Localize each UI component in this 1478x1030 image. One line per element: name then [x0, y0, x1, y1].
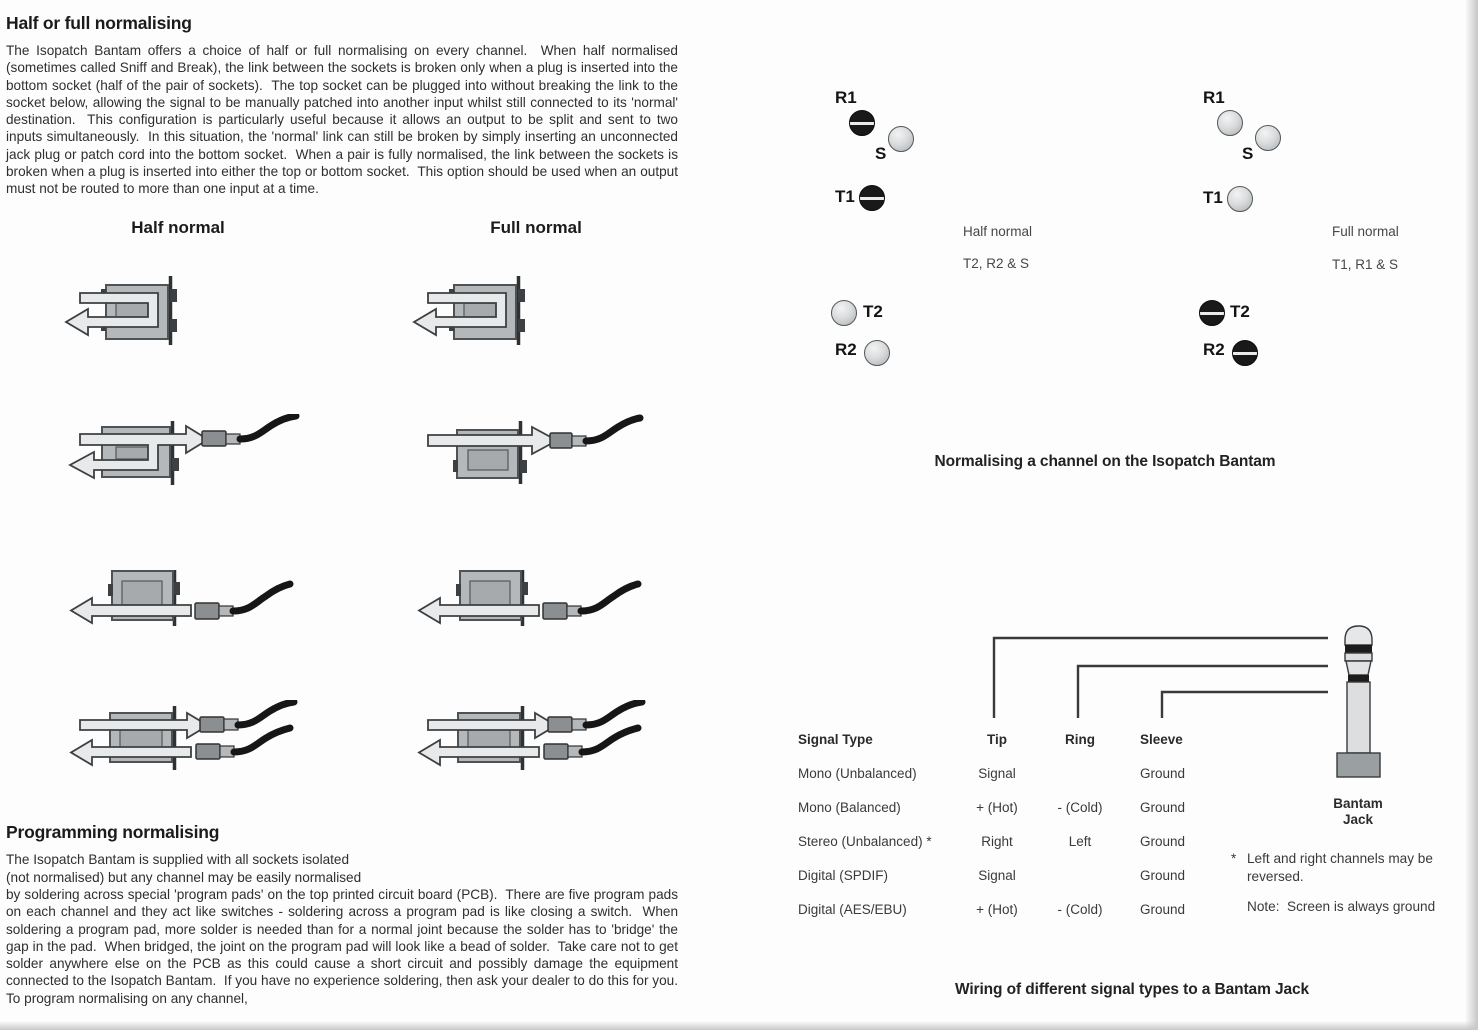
cell-tip: + (Hot) — [976, 901, 1018, 917]
cell-signal-type: Stereo (Unbalanced) * — [798, 833, 932, 849]
bantam-jack-label-line2: Jack — [1342, 812, 1374, 827]
cell-ring: Left — [1068, 833, 1092, 849]
sleeve-leader-line — [1162, 692, 1328, 718]
cell-signal-type: Mono (Unbalanced) — [798, 765, 917, 781]
cell-tip: Signal — [978, 867, 1016, 883]
pad-label-t1-full: T1 — [1203, 188, 1223, 207]
diagram-half-normal-top-plug — [56, 414, 316, 494]
half-normal-column-heading: Half normal — [131, 218, 225, 237]
scan-edge-bottom — [0, 1021, 1478, 1030]
signal-wiring-table — [798, 722, 1248, 926]
solder-pad-s-half — [888, 126, 914, 152]
solder-pad-r2-full-soldered — [1232, 340, 1258, 366]
programming-line-2: (not normalised) but any channel may be easily normalised — [6, 870, 362, 885]
cell-ring — [1032, 756, 1128, 790]
leader-lines — [994, 638, 1328, 718]
cell-signal-type: Digital (AES/EBU) — [798, 901, 907, 917]
table-row — [798, 892, 1248, 926]
body-paragraph-normalising: The Isopatch Bantam offers a choice of half or full normalising on every channel. When half normalised (sometimes called Sniff and Break), the link between the sockets is broken only when a plug is inserted into the bottom socket (half of the pair of sockets). The top socket can be plugged into without breaking the link to the socket below, allowing the signal to be manually patched into another input whilst still connected to its 'normal' destination. This configuration is particularly useful because it allows an output to be split and sent to two inputs simultaneously. In this situation, the 'normal' link can still be broken by simply inserting an unconnected jack plug or patch cord into the bottom socket. When a pair is fully normalised, the link between the sockets is broken when a plug is inserted into either the top or bottom socket. This option should be used when an output must not be routed to more than one input at a time. — [6, 43, 682, 196]
pad-label-r2-full: R2 — [1203, 340, 1225, 359]
col-header-tip: Tip — [987, 731, 1007, 747]
solder-pad-t1-half-soldered — [859, 185, 885, 211]
pad-label-r2-half: R2 — [835, 340, 857, 359]
jack-body-base — [1337, 753, 1380, 777]
solder-pad-t2-half — [831, 300, 857, 326]
pads-figure-caption: Normalising a channel on the Isopatch Bantam — [934, 453, 1276, 470]
scan-edge-right — [1465, 0, 1478, 1030]
solder-pad-t2-full-soldered — [1199, 300, 1225, 326]
bantam-jack-label — [1308, 796, 1408, 828]
pad-label-s-full: S — [1242, 144, 1254, 163]
cell-tip: + (Hot) — [976, 799, 1018, 815]
cell-sleeve: Ground — [1140, 867, 1186, 883]
full-normal-caption: Full normal — [1332, 224, 1399, 239]
cell-ring: - (Cold) — [1057, 901, 1103, 917]
jack-ring — [1345, 653, 1372, 661]
solder-pad-r2-half — [864, 340, 890, 366]
cell-ring: - (Cold) — [1057, 799, 1103, 815]
solder-pad-t1-full — [1227, 186, 1253, 212]
cell-ring — [1032, 858, 1128, 892]
diagram-half-normal-bottom-plug — [56, 556, 316, 636]
solder-pad-r1-half-soldered — [849, 110, 875, 136]
diagram-full-normal-idle — [404, 272, 534, 350]
cell-signal-type: Digital (SPDIF) — [798, 867, 889, 883]
diagram-full-normal-both-plugs — [404, 700, 664, 790]
body-paragraph-programming: by soldering across special 'program pads' on the top printed circuit board (PCB). There are five program pads on each channel and they act like switches - soldering across a program pad is like closing a switch. When soldering a program pad, more solder is needed than for a normal joint because the solder has to 'bridge' the gap in the pad. When bridged, the joint on the program pad will look like a bead of solder. Take care not to get solder anywhere else on the PCB as this could cause a short circuit and possibly damage the equipment connected to the Isopatch Bantam. If you have no experience soldering, then ask your dealer to do this for you. To program normalising on any channel, — [6, 887, 686, 1006]
pad-label-t2-full: T2 — [1230, 302, 1250, 321]
screen-ground-note: Note: Screen is always ground — [1247, 899, 1436, 914]
solder-pad-s-full — [1255, 125, 1281, 151]
jack-tip — [1345, 626, 1372, 645]
pad-label-t1-half: T1 — [835, 187, 855, 206]
diagram-full-normal-top-plug — [404, 414, 664, 494]
jack-collar — [1346, 661, 1371, 675]
half-normal-solder-list: T2, R2 & S — [963, 256, 1030, 271]
col-header-signal-type: Signal Type — [798, 731, 873, 747]
bantam-jack-icon — [1337, 626, 1380, 777]
cell-sleeve: Ground — [1140, 799, 1186, 815]
table-header-row — [798, 722, 1248, 756]
diagram-half-normal-idle — [56, 272, 186, 350]
col-header-ring: Ring — [1065, 731, 1095, 747]
full-normal-column-heading: Full normal — [490, 218, 582, 237]
jack-sleeve-shaft — [1347, 682, 1370, 753]
cell-sleeve: Ground — [1140, 833, 1186, 849]
table-row — [798, 756, 1248, 790]
table-row — [798, 858, 1248, 892]
half-normal-caption: Half normal — [963, 224, 1033, 239]
jack-insulator-2 — [1348, 675, 1369, 682]
footnote-text: Left and right channels may be reversed. — [1247, 851, 1437, 884]
cell-sleeve: Ground — [1140, 765, 1186, 781]
pad-label-t2-half: T2 — [863, 302, 883, 321]
pad-label-s-half: S — [875, 144, 887, 163]
table-row — [798, 790, 1248, 824]
cell-sleeve: Ground — [1140, 901, 1186, 917]
pad-label-r1-half: R1 — [835, 88, 857, 107]
programming-line-1: The Isopatch Bantam is supplied with all sockets isolated — [6, 852, 350, 867]
diagram-half-normal-both-plugs — [56, 700, 316, 790]
cell-tip: Right — [981, 833, 1013, 849]
full-normal-solder-list: T1, R1 & S — [1332, 257, 1399, 272]
section-heading-half-or-full: Half or full normalising — [6, 13, 192, 33]
section-heading-programming: Programming normalising — [6, 822, 220, 842]
cell-signal-type: Mono (Balanced) — [798, 799, 901, 815]
jack-insulator-1 — [1345, 645, 1372, 653]
pad-label-r1-full: R1 — [1203, 88, 1225, 107]
table-row — [798, 824, 1248, 858]
footnote-asterisk: * — [1231, 851, 1237, 866]
solder-pad-r1-full — [1217, 110, 1243, 136]
wiring-figure-caption: Wiring of different signal types to a Bantam Jack — [954, 981, 1310, 998]
cell-tip: Signal — [978, 765, 1016, 781]
diagram-full-normal-bottom-plug — [404, 556, 664, 636]
bantam-jack-label-line1: Bantam — [1333, 796, 1383, 811]
col-header-sleeve: Sleeve — [1140, 731, 1183, 747]
